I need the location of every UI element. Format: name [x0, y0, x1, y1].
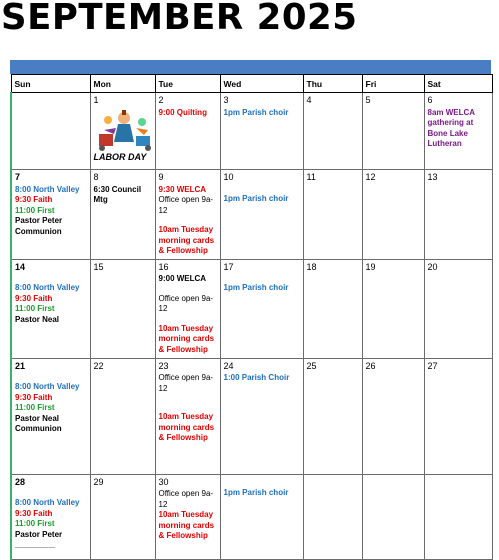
- day-cell-wed: [220, 170, 303, 260]
- event-text: 1:00 Parish Choir: [223, 373, 290, 382]
- day-number: 20: [427, 261, 438, 272]
- spacer: [15, 373, 87, 382]
- day-cell-sun: [11, 170, 90, 260]
- event-text: 9:30 Faith: [15, 195, 53, 204]
- event-text: 10am Tuesday morning cards & Fellowship: [158, 412, 215, 442]
- day-cell-sat: [424, 358, 492, 474]
- event-text: _________: [15, 540, 56, 549]
- day-number: 6: [427, 95, 433, 105]
- day-cell-mon: [90, 170, 155, 260]
- event-text: 10am Tuesday morning cards & Fellowship: [158, 323, 215, 354]
- event-text: 1pm Parish choir: [223, 193, 289, 203]
- event-text: Pastor Neal: [15, 413, 60, 423]
- event-text: 1pm Parish choir: [223, 107, 289, 117]
- day-number: 3: [223, 95, 229, 105]
- event-text: 6:30 Council Mtg: [93, 184, 142, 204]
- page-title: SEPTEMBER 2025: [1, 0, 358, 38]
- labor-day-caption: LABOR DAY: [93, 151, 147, 162]
- event-text: 10am Tuesday morning cards & Fellowship: [158, 225, 215, 255]
- day-cell-wed: [220, 259, 303, 358]
- event-text: 8:00 North Valley: [15, 184, 80, 194]
- weekday-mon: Mon: [90, 75, 155, 93]
- day-number: 29: [93, 476, 104, 487]
- event-text: Office open 9a-12: [158, 195, 214, 215]
- weekday-header-row: [11, 75, 492, 93]
- day-number: 25: [306, 360, 317, 371]
- spacer: [159, 216, 217, 225]
- day-cell-tue: [155, 93, 220, 170]
- day-number: 22: [93, 360, 104, 371]
- spacer: [159, 285, 217, 294]
- event-text: Communion: [15, 424, 62, 433]
- event-text: 9:30 WELCA: [158, 184, 207, 194]
- spacer: [15, 489, 87, 498]
- event-text: 9:00 WELCA: [158, 274, 207, 283]
- day-number: 11: [306, 172, 316, 182]
- day-cell-sat: [424, 474, 492, 559]
- day-number: 18: [306, 261, 317, 272]
- event-text: 11:00 First: [15, 304, 55, 313]
- day-number: 10: [223, 172, 234, 182]
- weekday-sat: Sat: [424, 75, 492, 93]
- day-cell-tue: [155, 170, 220, 260]
- event-text: Pastor Neal: [15, 314, 60, 324]
- labor-day-image: [94, 108, 152, 152]
- day-number: 30: [158, 476, 169, 487]
- spacer: [224, 185, 300, 194]
- weekday-tue: Tue: [155, 75, 220, 93]
- spacer: [159, 315, 217, 324]
- event-text: 11:00 First: [15, 519, 55, 528]
- event-text: Office open 9a-12: [158, 489, 214, 509]
- day-number: 21: [15, 360, 26, 371]
- event-text: 11:00 First: [15, 205, 55, 215]
- day-number: 7: [15, 172, 21, 182]
- event-text: 8:00 North Valley: [15, 283, 80, 292]
- day-cell-sun: [11, 474, 90, 559]
- day-cell-thu: [303, 358, 362, 474]
- event-text: 1pm Parish choir: [223, 487, 289, 497]
- weekday-fri: Fri: [362, 75, 424, 93]
- event-text: 9:30 Faith: [15, 392, 53, 402]
- day-cell-fri: [362, 474, 424, 559]
- weekday-wed: Wed: [220, 75, 303, 93]
- day-cell-sat: [424, 259, 492, 358]
- day-cell-sun: [11, 358, 90, 474]
- day-cell-sat: [424, 170, 492, 260]
- day-number: 15: [93, 261, 104, 272]
- day-cell-tue: [155, 259, 220, 358]
- event-text: 8am WELCA gathering at Bone Lake Lutheran: [427, 107, 475, 148]
- event-text: 9:00 Quilting: [158, 107, 207, 117]
- day-cell-thu: [303, 474, 362, 559]
- day-cell-mon: [90, 474, 155, 559]
- day-number: 9: [158, 172, 164, 182]
- day-cell-fri: [362, 93, 424, 170]
- day-number: 17: [223, 261, 234, 272]
- day-number: 19: [365, 261, 376, 272]
- day-number: 16: [158, 261, 169, 272]
- day-number: 23: [158, 360, 169, 371]
- event-text: Office open 9a-12: [158, 373, 214, 393]
- day-cell-mon: [90, 358, 155, 474]
- spacer: [159, 403, 217, 412]
- spacer: [15, 274, 87, 283]
- day-number: 8: [93, 172, 99, 182]
- day-cell-fri: [362, 259, 424, 358]
- event-text: Pastor Peter: [15, 216, 63, 225]
- day-cell-tue: [155, 358, 220, 474]
- event-text: Pastor Peter: [15, 529, 63, 539]
- week-row: [11, 170, 492, 260]
- event-text: 9:30 Faith: [15, 293, 53, 303]
- event-text: 1pm Parish choir: [223, 283, 289, 292]
- calendar-grid: [10, 74, 493, 560]
- week-row: [11, 259, 492, 358]
- event-text: 8:00 North Valley: [15, 498, 80, 507]
- day-cell-sun: [11, 259, 90, 358]
- day-number: 4: [306, 95, 312, 105]
- day-cell-thu: [303, 259, 362, 358]
- spacer: [224, 479, 300, 488]
- day-number: 2: [158, 95, 164, 105]
- event-text: 10am Tuesday morning cards & Fellowship: [158, 510, 215, 540]
- day-number: 13: [427, 172, 438, 182]
- week-row: [11, 93, 492, 170]
- event-text: 8:00 North Valley: [15, 382, 80, 391]
- day-cell-thu: [303, 93, 362, 170]
- day-cell-sat: [424, 93, 492, 170]
- day-cell-tue: [155, 474, 220, 559]
- spacer: [159, 394, 217, 403]
- day-number: 12: [365, 172, 376, 182]
- week-row: [11, 358, 492, 474]
- day-number: 5: [365, 95, 371, 105]
- day-cell-mon: [90, 259, 155, 358]
- day-cell-fri: [362, 358, 424, 474]
- day-number: 27: [427, 360, 438, 371]
- week-row: [11, 474, 492, 559]
- day-cell-fri: [362, 170, 424, 260]
- weekday-thu: Thu: [303, 75, 362, 93]
- event-text: 11:00 First: [15, 403, 55, 412]
- weekday-sun: Sun: [11, 75, 90, 93]
- day-cell-mon: [90, 93, 155, 170]
- day-cell-wed: [220, 474, 303, 559]
- event-text: Office open 9a-12: [158, 293, 214, 313]
- spacer: [224, 274, 300, 283]
- day-number: 28: [15, 476, 26, 487]
- day-number: 14: [15, 261, 26, 272]
- labor-day-clipart-icon: [96, 108, 156, 152]
- day-number: 26: [365, 360, 376, 371]
- day-cell-sun: [11, 93, 90, 170]
- header-banner: [10, 60, 491, 74]
- event-text: Communion: [15, 226, 62, 236]
- day-cell-wed: [220, 358, 303, 474]
- event-text: 9:30 Faith: [15, 508, 53, 518]
- day-number: 1: [93, 95, 99, 105]
- day-number: 24: [223, 360, 234, 371]
- day-cell-thu: [303, 170, 362, 260]
- day-cell-wed: [220, 93, 303, 170]
